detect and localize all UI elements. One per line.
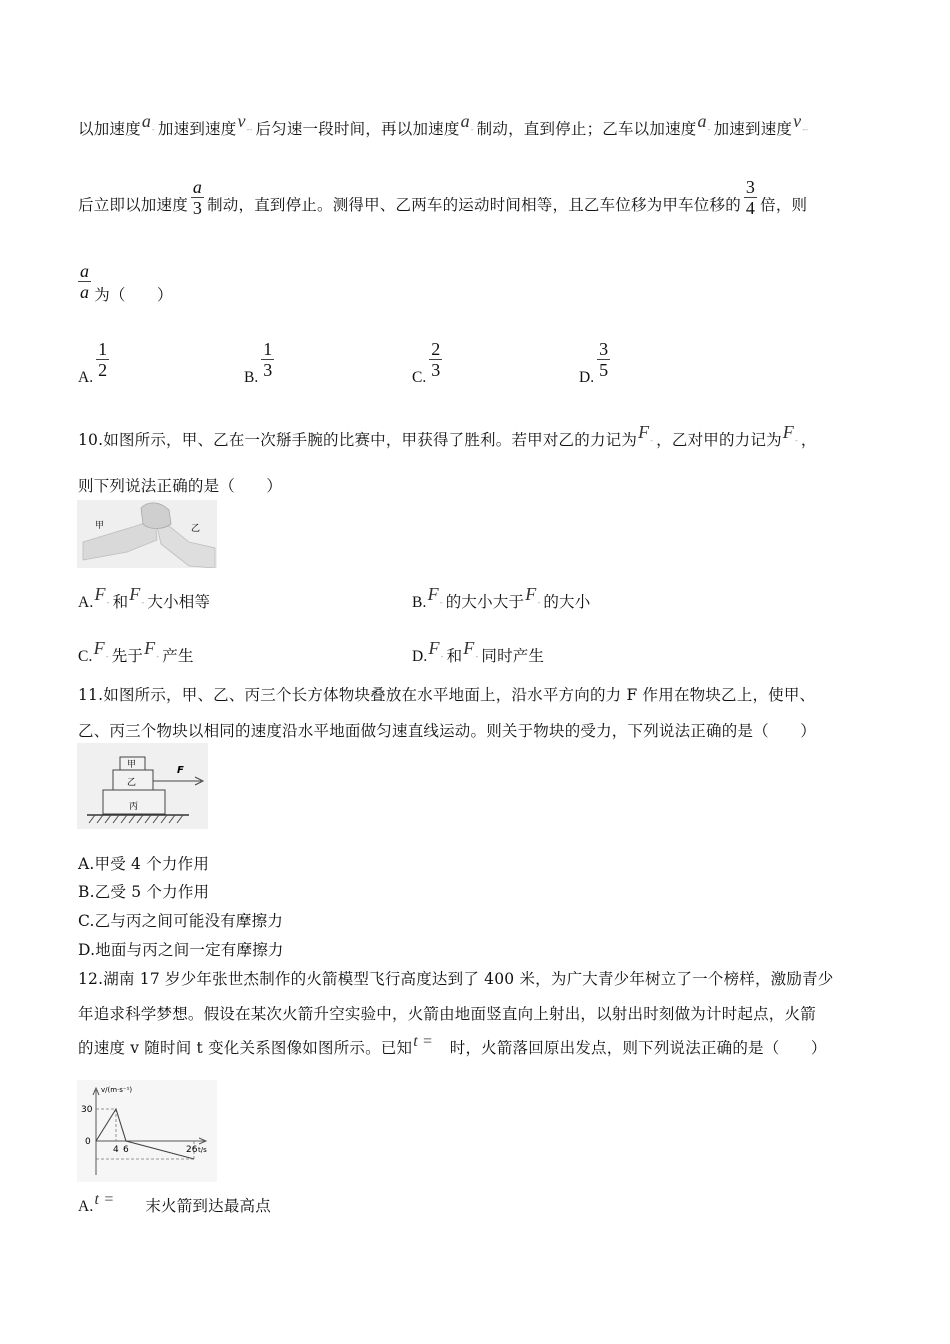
math-sub: -	[156, 652, 160, 661]
option-label: A.	[78, 594, 94, 611]
q10-line2: 则下列说法正确的是（ ）	[78, 477, 283, 495]
option-text: 的大小大于	[445, 593, 525, 611]
math-var-f1: F	[93, 638, 105, 658]
q11-option-d[interactable]: D.地面与丙之间一定有摩擦力	[78, 941, 284, 959]
q9-option-c[interactable]	[412, 339, 445, 386]
q9-text: 后立即以加速度	[78, 195, 188, 214]
option-fraction	[261, 340, 274, 379]
math-sub: -	[439, 598, 443, 607]
x-tick-6: 6	[123, 1145, 129, 1155]
math-var-v2: v	[793, 111, 802, 131]
q11-line2: 乙、丙三个物块以相同的速度沿水平地面做匀速直线运动。则关于物块的受力，下列说法正确的是（ ）	[78, 722, 816, 740]
x-axis-label: t/s	[198, 1146, 207, 1154]
q10-option-d[interactable]	[412, 638, 545, 666]
frac-num: 1	[263, 339, 273, 359]
math-sub: -	[475, 652, 479, 661]
v-t-chart	[77, 1080, 217, 1182]
q9-text: 倍，则	[760, 195, 808, 214]
math-var-t: t =	[94, 1191, 115, 1208]
math-var-f2: F	[463, 638, 475, 658]
q9-line1	[78, 111, 811, 139]
frac-den: 3	[263, 360, 273, 380]
math-var-a2: a	[460, 111, 470, 131]
q9-option-b[interactable]	[244, 339, 277, 386]
q10-text: ，乙对甲的力记为	[656, 431, 782, 449]
q9-line3	[78, 261, 173, 304]
math-sub: -	[650, 436, 654, 445]
q12-option-a[interactable]	[78, 1191, 271, 1216]
math-sub: --	[802, 125, 809, 134]
q10-option-b[interactable]	[412, 584, 591, 612]
option-label: A.	[78, 368, 94, 386]
y-axis-label: v/(m·s⁻¹)	[101, 1086, 133, 1094]
stacked-blocks-figure	[77, 743, 208, 829]
force-f-label: F	[177, 765, 184, 776]
velocity-time-graph	[77, 1080, 217, 1182]
block-yi-label: 乙	[127, 778, 137, 788]
frac-den: 5	[599, 360, 609, 380]
option-text: 产生	[162, 647, 194, 665]
option-label: D.	[412, 648, 428, 665]
stacked-blocks-diagram	[77, 743, 208, 829]
q12-text: 的速度 v 随时间 t 变化关系图像如图所示。已知	[78, 1039, 413, 1057]
math-var-a1: a	[141, 111, 152, 131]
label-jia: 甲	[95, 521, 105, 531]
option-label: C.	[412, 368, 427, 386]
q9-option-a[interactable]	[78, 339, 112, 386]
option-fraction	[96, 340, 109, 379]
frac-den: 4	[745, 198, 756, 218]
math-var-f1: F	[427, 584, 439, 604]
option-label: C.	[78, 648, 93, 665]
option-text: 末火箭到达最高点	[145, 1197, 271, 1215]
q11-option-b[interactable]: B.乙受 5 个力作用	[78, 883, 210, 901]
q10-option-c[interactable]	[78, 638, 194, 666]
frac-num: 3	[745, 177, 756, 197]
frac-den: 2	[98, 360, 108, 380]
origin-label: 0	[85, 1137, 91, 1147]
math-var-f1: F	[94, 584, 106, 604]
q9-text: 为（ ）	[94, 285, 173, 304]
arm-wrestling-figure	[77, 500, 217, 568]
math-var-f1: F	[428, 638, 440, 658]
math-var-f1: F	[638, 422, 650, 442]
q9-text: 以加速度	[78, 120, 141, 138]
option-text: 先于	[111, 647, 144, 665]
option-text: 大小相等	[147, 593, 211, 611]
math-sub: -	[440, 652, 444, 661]
q10-text: 10.如图所示，甲、乙在一次掰手腕的比赛中，甲获得了胜利。若甲对乙的力记为	[78, 431, 638, 449]
frac-den: 3	[192, 198, 203, 218]
missing-value-gap	[434, 1039, 450, 1057]
math-sub: -	[707, 125, 711, 134]
math-sub: -	[794, 436, 798, 445]
option-label: A.	[78, 1198, 94, 1215]
label-yi: 乙	[191, 524, 201, 534]
option-label: D.	[579, 368, 595, 386]
math-var-f2: F	[525, 584, 537, 604]
frac-num: a	[80, 261, 90, 281]
math-sub: -	[470, 125, 474, 134]
option-text: 和	[446, 647, 463, 665]
math-var-f2: F	[144, 638, 156, 658]
math-var-f2: F	[782, 422, 794, 442]
q10-line1	[78, 422, 817, 450]
math-sub: --	[246, 125, 253, 134]
option-fraction	[429, 340, 442, 379]
frac-num: 2	[431, 339, 441, 359]
frac-num: 1	[98, 339, 108, 359]
q12-line1: 12.湖南 17 岁少年张世杰制作的火箭模型飞行高度达到了 400 米，为广大青少年树立了一个榜样，激励青少	[78, 970, 834, 988]
block-bing-label: 丙	[129, 802, 139, 812]
q9-text: 制动，直到停止；乙车以加速度	[476, 120, 697, 138]
block-jia-label: 甲	[127, 760, 137, 770]
q10-text: ，	[800, 431, 817, 449]
q11-option-c[interactable]: C.乙与丙之间可能没有摩擦力	[78, 912, 284, 930]
math-var-t: t =	[413, 1033, 434, 1050]
q11-option-a[interactable]: A.甲受 4 个力作用	[78, 855, 210, 873]
q9-text: 后匀速一段时间，再以加速度	[255, 120, 460, 138]
math-sub: -	[106, 598, 110, 607]
option-fraction	[597, 340, 610, 379]
frac-num: 3	[599, 339, 609, 359]
frac-den: 3	[431, 360, 441, 380]
math-sub: -	[141, 598, 145, 607]
option-text: 和	[112, 593, 129, 611]
option-text: 的大小	[543, 593, 591, 611]
q9-line2	[78, 172, 808, 218]
x-tick-4: 4	[113, 1145, 119, 1155]
frac-den: a	[80, 282, 90, 302]
math-var-f2: F	[129, 584, 141, 604]
x-tick-26: 26	[186, 1145, 198, 1155]
fraction-a-over-a	[78, 262, 91, 301]
fraction-a-over-3	[191, 178, 204, 217]
math-var-a3: a	[697, 111, 707, 131]
q10-option-a[interactable]	[78, 584, 211, 612]
q12-line3	[78, 1033, 827, 1058]
q9-text: 加速到速度	[713, 120, 793, 138]
q12-text: 时，火箭落回原出发点，则下列说法正确的是（ ）	[449, 1039, 827, 1057]
option-label: B.	[244, 368, 259, 386]
frac-num: a	[192, 177, 203, 197]
arm-wrestling-illustration	[77, 500, 217, 568]
math-sub: -	[152, 125, 155, 134]
q9-option-d[interactable]	[579, 339, 613, 386]
math-var-v1: v	[237, 111, 246, 131]
q9-text: 制动，直到停止。测得甲、乙两车的运动时间相等，且乙车位移为甲车位移的	[207, 195, 741, 214]
y-tick-30: 30	[81, 1105, 93, 1115]
option-text: 同时产生	[481, 647, 545, 665]
q11-line1: 11.如图所示，甲、乙、丙三个长方体物块叠放在水平地面上，沿水平方向的力 F 作用在物块乙上，使甲、	[78, 686, 816, 704]
math-sub: -	[537, 598, 541, 607]
q9-text: 加速到速度	[157, 120, 237, 138]
q12-line2: 年追求科学梦想。假设在某次火箭升空实验中，火箭由地面竖直向上射出，以射出时刻做为计时起点，火箭	[78, 1005, 816, 1023]
math-sub: -	[105, 652, 109, 661]
fraction-3-over-4	[744, 178, 757, 217]
option-label: B.	[412, 594, 427, 611]
